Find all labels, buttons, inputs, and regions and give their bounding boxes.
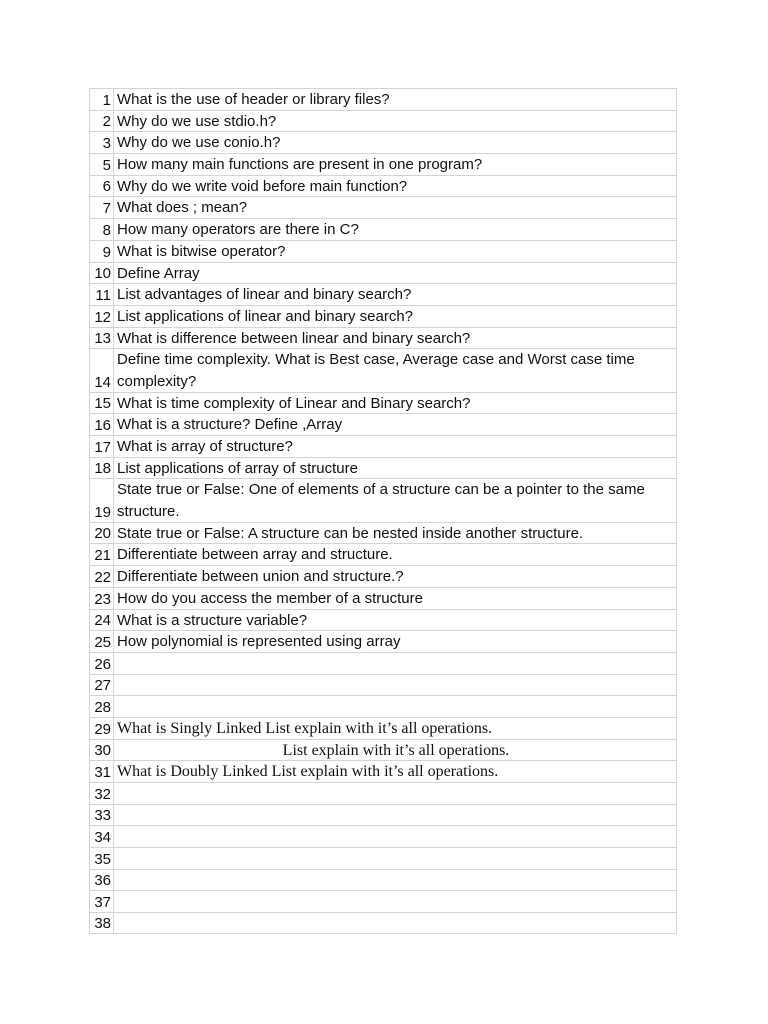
row-number: 16 (89, 414, 114, 435)
question-text: What is time complexity of Linear and Binary search? (117, 394, 471, 412)
row-number: 23 (89, 588, 114, 609)
table-row (89, 283, 677, 305)
table-row (89, 327, 677, 349)
question-text (117, 696, 675, 717)
question-text: What is Singly Linked List explain with it’s all operations. (117, 719, 493, 737)
row-number: 3 (89, 132, 114, 153)
row-number: 30 (89, 740, 114, 761)
row-number: 15 (89, 393, 114, 414)
question-text (117, 783, 675, 804)
table-row (89, 262, 677, 284)
question-text: How many main functions are present in one program? (117, 156, 483, 174)
table-row (89, 674, 677, 696)
question-text: State true or False: One of elements of a structure can be a pointer to the same structure. (117, 481, 645, 521)
question-text (117, 826, 675, 847)
table-row (89, 825, 677, 847)
row-number: 2 (89, 111, 114, 132)
row-number: 25 (89, 631, 114, 652)
question-text (117, 870, 675, 891)
row-number: 28 (89, 696, 114, 717)
row-number: 6 (89, 176, 114, 197)
question-text: What is array of structure? (117, 438, 293, 456)
table-row (89, 609, 677, 631)
row-number: 18 (89, 458, 114, 479)
row-number: 9 (89, 241, 114, 262)
row-number: 37 (89, 891, 114, 912)
table-row (89, 847, 677, 869)
table-row (89, 305, 677, 327)
table-row (89, 912, 677, 934)
table-row (89, 804, 677, 826)
table-row (89, 717, 677, 739)
table-row (89, 739, 677, 761)
table-row (89, 88, 677, 110)
table-row (89, 153, 677, 175)
row-number: 19 (89, 479, 114, 521)
question-text: How many operators are there in C? (117, 221, 359, 239)
question-text (117, 913, 675, 933)
row-number: 27 (89, 675, 114, 696)
table-row (89, 392, 677, 414)
table-row (89, 110, 677, 132)
table-row (89, 630, 677, 652)
question-text: List applications of linear and binary search? (117, 307, 414, 325)
question-text: List applications of array of structure (117, 459, 358, 477)
question-text: List advantages of linear and binary search? (117, 286, 412, 304)
question-text: What is Doubly Linked List explain with it’s all operations. (117, 763, 499, 781)
row-number: 1 (89, 89, 114, 110)
question-text: Differentiate between array and structure. (117, 546, 393, 564)
row-number: 36 (89, 870, 114, 891)
row-number: 29 (89, 718, 114, 739)
question-text (117, 805, 675, 826)
table-row (89, 565, 677, 587)
row-number: 7 (89, 197, 114, 218)
table-row (89, 196, 677, 218)
row-number: 17 (89, 436, 114, 457)
row-number: 20 (89, 523, 114, 544)
table-row (89, 240, 677, 262)
row-number: 11 (89, 284, 114, 305)
question-text (117, 675, 675, 696)
row-number: 13 (89, 328, 114, 349)
question-text: How polynomial is represented using array (117, 633, 401, 651)
row-number: 24 (89, 610, 114, 631)
row-number: 32 (89, 783, 114, 804)
question-text: What is bitwise operator? (117, 242, 286, 260)
row-number: 12 (89, 306, 114, 327)
table-row (89, 890, 677, 912)
question-text (117, 891, 675, 912)
question-text: Differentiate between union and structure.? (117, 568, 404, 586)
table-row (89, 587, 677, 609)
row-number: 8 (89, 219, 114, 240)
table-row (89, 760, 677, 782)
question-text: How do you access the member of a structure (117, 589, 423, 607)
row-number: 34 (89, 826, 114, 847)
row-number: 14 (89, 349, 114, 391)
table-row (89, 218, 677, 240)
question-text: Why do we use conio.h? (117, 134, 281, 152)
question-table (89, 88, 677, 934)
row-number: 38 (89, 913, 114, 933)
row-number: 33 (89, 805, 114, 826)
table-row (89, 131, 677, 153)
table-row (89, 435, 677, 457)
row-number: 35 (89, 848, 114, 869)
question-text: Define Array (117, 264, 200, 282)
row-number: 10 (89, 263, 114, 284)
table-row (89, 348, 677, 391)
question-text: Why do we write void before main function? (117, 177, 408, 195)
table-row (89, 457, 677, 479)
table-row (89, 782, 677, 804)
question-text: What is the use of header or library files? (117, 91, 390, 108)
table-row (89, 478, 677, 521)
question-text: Define time complexity. What is Best case, Average case and Worst case time complexity? (117, 351, 635, 390)
table-row (89, 695, 677, 717)
row-number: 26 (89, 653, 114, 674)
row-number: 21 (89, 544, 114, 565)
table-row (89, 543, 677, 565)
row-number: 22 (89, 566, 114, 587)
question-text: What is a structure variable? (117, 611, 308, 629)
table-row (89, 869, 677, 891)
table-row (89, 413, 677, 435)
question-text (117, 848, 675, 869)
row-number: 5 (89, 154, 114, 175)
table-row (89, 522, 677, 544)
question-text: What is a structure? Define ,Array (117, 416, 343, 434)
question-text: What is difference between linear and binary search? (117, 329, 471, 347)
question-text: List explain with it’s all operations. (282, 741, 510, 759)
question-text: State true or False: A structure can be nested inside another structure. (117, 524, 584, 542)
table-row (89, 652, 677, 674)
table-row (89, 175, 677, 197)
question-text: What does ; mean? (117, 199, 248, 217)
question-text (117, 653, 675, 674)
question-text: Why do we use stdio.h? (117, 112, 277, 130)
row-number: 31 (89, 761, 114, 782)
